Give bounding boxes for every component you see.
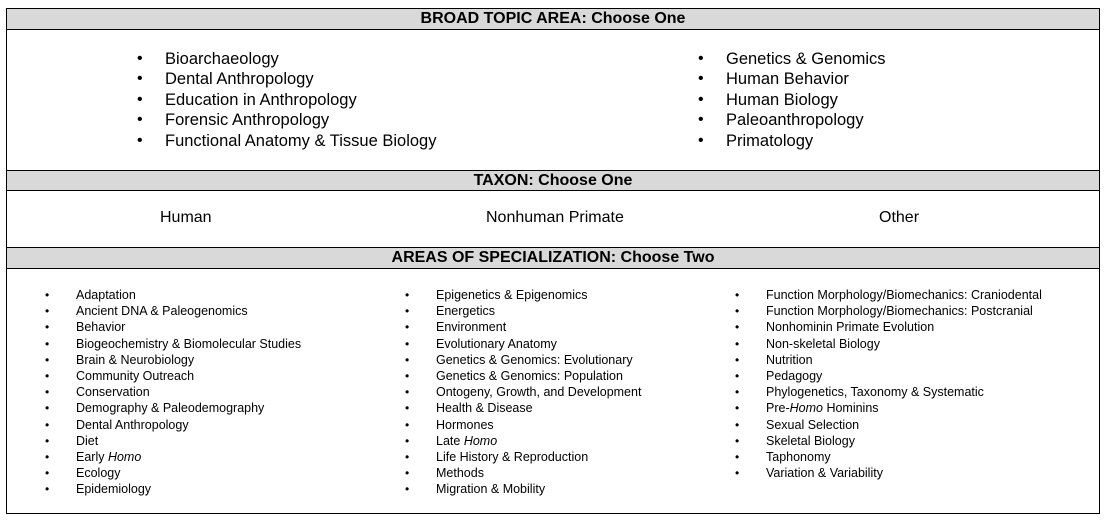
list-item[interactable]: • Education in Anthropology xyxy=(137,90,436,110)
list-item[interactable]: • Functional Anatomy & Tissue Biology xyxy=(137,131,436,151)
list-item[interactable]: • Human Biology xyxy=(698,90,886,110)
broad-topic-list-left xyxy=(137,49,436,151)
list-item[interactable] xyxy=(45,449,301,465)
taxon-option-nonhuman-primate[interactable]: Nonhuman Primate xyxy=(486,209,624,226)
list-item[interactable]: • Dental Anthropology xyxy=(45,417,301,433)
specialization-list-col2 xyxy=(405,287,641,497)
list-item[interactable]: • Human Behavior xyxy=(698,69,886,89)
list-item[interactable]: • Epigenetics & Epigenomics xyxy=(405,287,641,303)
list-item[interactable]: • Bioarchaeology xyxy=(137,49,436,69)
list-item[interactable]: • Primatology xyxy=(698,131,886,151)
item-text: Late xyxy=(436,433,464,448)
item-text: Early xyxy=(76,449,108,464)
list-item[interactable]: • Nonhominin Primate Evolution xyxy=(735,319,1042,335)
list-item[interactable]: • Nutrition xyxy=(735,352,1042,368)
list-item[interactable]: • Genetics & Genomics xyxy=(698,49,886,69)
list-item[interactable]: • Community Outreach xyxy=(45,368,301,384)
list-item[interactable]: • Environment xyxy=(405,319,641,335)
list-item[interactable]: • Pedagogy xyxy=(735,368,1042,384)
list-item[interactable]: • Methods xyxy=(405,465,641,481)
list-item[interactable]: • Diet xyxy=(45,433,301,449)
item-text-italic: Homo xyxy=(789,401,823,416)
list-item[interactable]: • Skeletal Biology xyxy=(735,433,1042,449)
list-item[interactable]: • Life History & Reproduction xyxy=(405,449,641,465)
list-item[interactable]: • Adaptation xyxy=(45,287,301,303)
broad-topic-header: BROAD TOPIC AREA: Choose One xyxy=(7,9,1099,30)
list-item[interactable]: • Genetics & Genomics: Population xyxy=(405,368,641,384)
item-text-italic: Homo xyxy=(463,433,498,448)
list-item[interactable] xyxy=(405,433,641,449)
list-item[interactable]: • Genetics & Genomics: Evolutionary xyxy=(405,352,641,368)
specialization-list-col3 xyxy=(735,287,1042,481)
list-item[interactable]: • Sexual Selection xyxy=(735,417,1042,433)
list-item[interactable]: • Variation & Variability xyxy=(735,465,1042,481)
list-item[interactable]: • Dental Anthropology xyxy=(137,69,436,89)
list-item[interactable]: • Ancient DNA & Paleogenomics xyxy=(45,303,301,319)
broad-topic-list-right xyxy=(698,49,886,151)
list-item[interactable]: • Paleoanthropology xyxy=(698,110,886,130)
list-item[interactable]: • Taphonomy xyxy=(735,449,1042,465)
list-item[interactable]: • Hormones xyxy=(405,417,641,433)
taxon-option-other[interactable]: Other xyxy=(879,209,920,226)
list-item[interactable]: • Energetics xyxy=(405,303,641,319)
list-item[interactable] xyxy=(735,400,1042,416)
list-item[interactable]: • Demography & Paleodemography xyxy=(45,400,301,416)
list-item[interactable]: • Phylogenetics, Taxonomy & Systematic xyxy=(735,384,1042,400)
list-item[interactable]: • Evolutionary Anatomy xyxy=(405,336,641,352)
list-item[interactable]: • Function Morphology/Biomechanics: Postcranial xyxy=(735,303,1042,319)
item-text: Hominins xyxy=(822,401,879,416)
list-item[interactable]: • Health & Disease xyxy=(405,400,641,416)
item-text: Pre- xyxy=(766,401,790,416)
list-item[interactable]: • Biogeochemistry & Biomolecular Studies xyxy=(45,336,301,352)
specialization-header: AREAS OF SPECIALIZATION: Choose Two xyxy=(7,247,1099,269)
item-text-italic: Homo xyxy=(107,449,142,464)
selection-table xyxy=(6,8,1100,514)
list-item[interactable]: • Conservation xyxy=(45,384,301,400)
list-item[interactable]: • Ontogeny, Growth, and Development xyxy=(405,384,641,400)
taxon-header: TAXON: Choose One xyxy=(7,170,1099,191)
list-item[interactable]: • Function Morphology/Biomechanics: Craniodental xyxy=(735,287,1042,303)
taxon-option-human[interactable]: Human xyxy=(160,209,212,226)
list-item[interactable]: • Brain & Neurobiology xyxy=(45,352,301,368)
list-item[interactable]: • Ecology xyxy=(45,465,301,481)
list-item[interactable]: • Epidemiology xyxy=(45,481,301,497)
specialization-list-col1 xyxy=(45,287,301,497)
list-item[interactable]: • Forensic Anthropology xyxy=(137,110,436,130)
list-item[interactable]: • Migration & Mobility xyxy=(405,481,641,497)
list-item[interactable]: • Non-skeletal Biology xyxy=(735,336,1042,352)
list-item[interactable]: • Behavior xyxy=(45,319,301,335)
